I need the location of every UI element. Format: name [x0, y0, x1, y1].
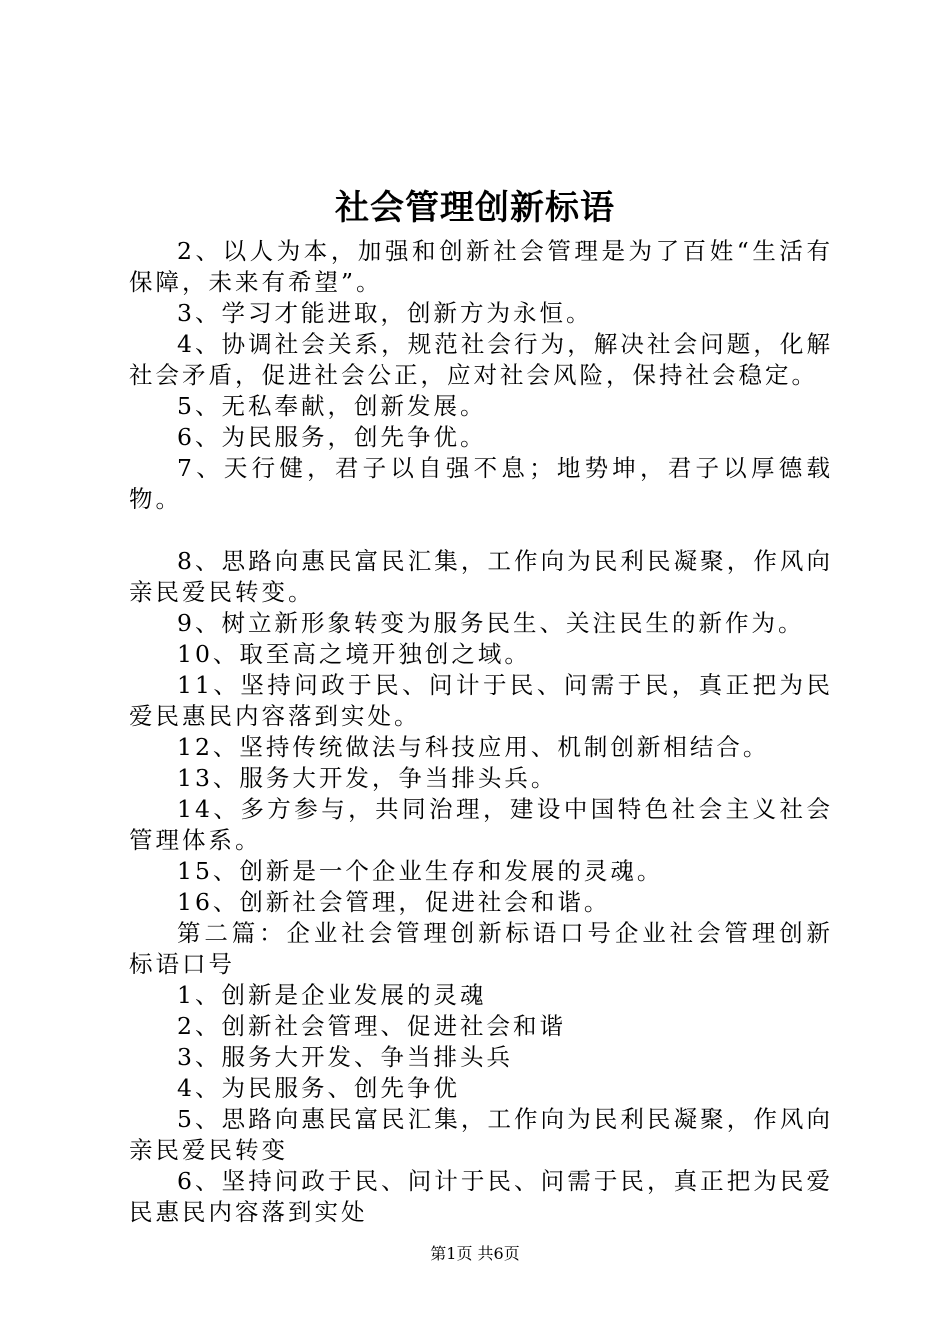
- document-title: 社会管理创新标语: [335, 188, 615, 228]
- paragraph: 3、服务大开发、争当排头兵: [177, 1043, 513, 1071]
- document-body: [129, 236, 833, 1228]
- paragraph: 6、为民服务，创先争优。: [177, 423, 487, 451]
- paragraph: 3、学习才能进取，创新方为永恒。: [177, 299, 593, 327]
- paragraph: 12、坚持传统做法与科技应用、机制创新相结合。: [177, 733, 770, 761]
- paragraph: 5、思路向惠民富民汇集，工作向为民利民凝聚，作风向亲民爱民转变: [129, 1105, 833, 1164]
- paragraph: 2、以人为本，加强和创新社会管理是为了百姓“生活有保障，未来有希望”。: [129, 237, 833, 296]
- paragraph: 4、为民服务、创先争优: [177, 1074, 460, 1102]
- paragraph: 13、服务大开发，争当排头兵。: [177, 764, 558, 792]
- paragraph: 5、无私奉献，创新发展。: [177, 392, 487, 420]
- paragraph: 1、创新是企业发展的灵魂: [177, 981, 487, 1009]
- paragraph: 10、取至高之境开独创之域。: [177, 640, 531, 668]
- paragraph: 11、坚持问政于民、问计于民、问需于民，真正把为民爱民惠民内容落到实处。: [129, 671, 833, 730]
- paragraph: 2、创新社会管理、促进社会和谐: [177, 1012, 566, 1040]
- paragraph: 4、协调社会关系，规范社会行为，解决社会问题，化解社会矛盾，促进社会公正，应对社会风险，保持社会稳定。: [129, 330, 833, 389]
- paragraph: 14、多方参与，共同治理，建设中国特色社会主义社会管理体系。: [129, 795, 833, 854]
- page-number-footer: 第1页 共6页: [430, 1244, 520, 1263]
- paragraph: 7、天行健，君子以自强不息；地势坤，君子以厚德载物。: [129, 454, 833, 513]
- paragraph: 6、坚持问政于民、问计于民、问需于民，真正把为民爱民惠民内容落到实处: [129, 1167, 833, 1226]
- paragraph: 15、创新是一个企业生存和发展的灵魂。: [177, 857, 664, 885]
- paragraph: 16、创新社会管理，促进社会和谐。: [177, 888, 611, 916]
- paragraph: 9、树立新形象转变为服务民生、关注民生的新作为。: [177, 609, 805, 637]
- section-heading: 第二篇：企业社会管理创新标语口号企业社会管理创新标语口号: [129, 919, 833, 978]
- paragraph: 8、思路向惠民富民汇集，工作向为民利民凝聚，作风向亲民爱民转变。: [129, 547, 833, 606]
